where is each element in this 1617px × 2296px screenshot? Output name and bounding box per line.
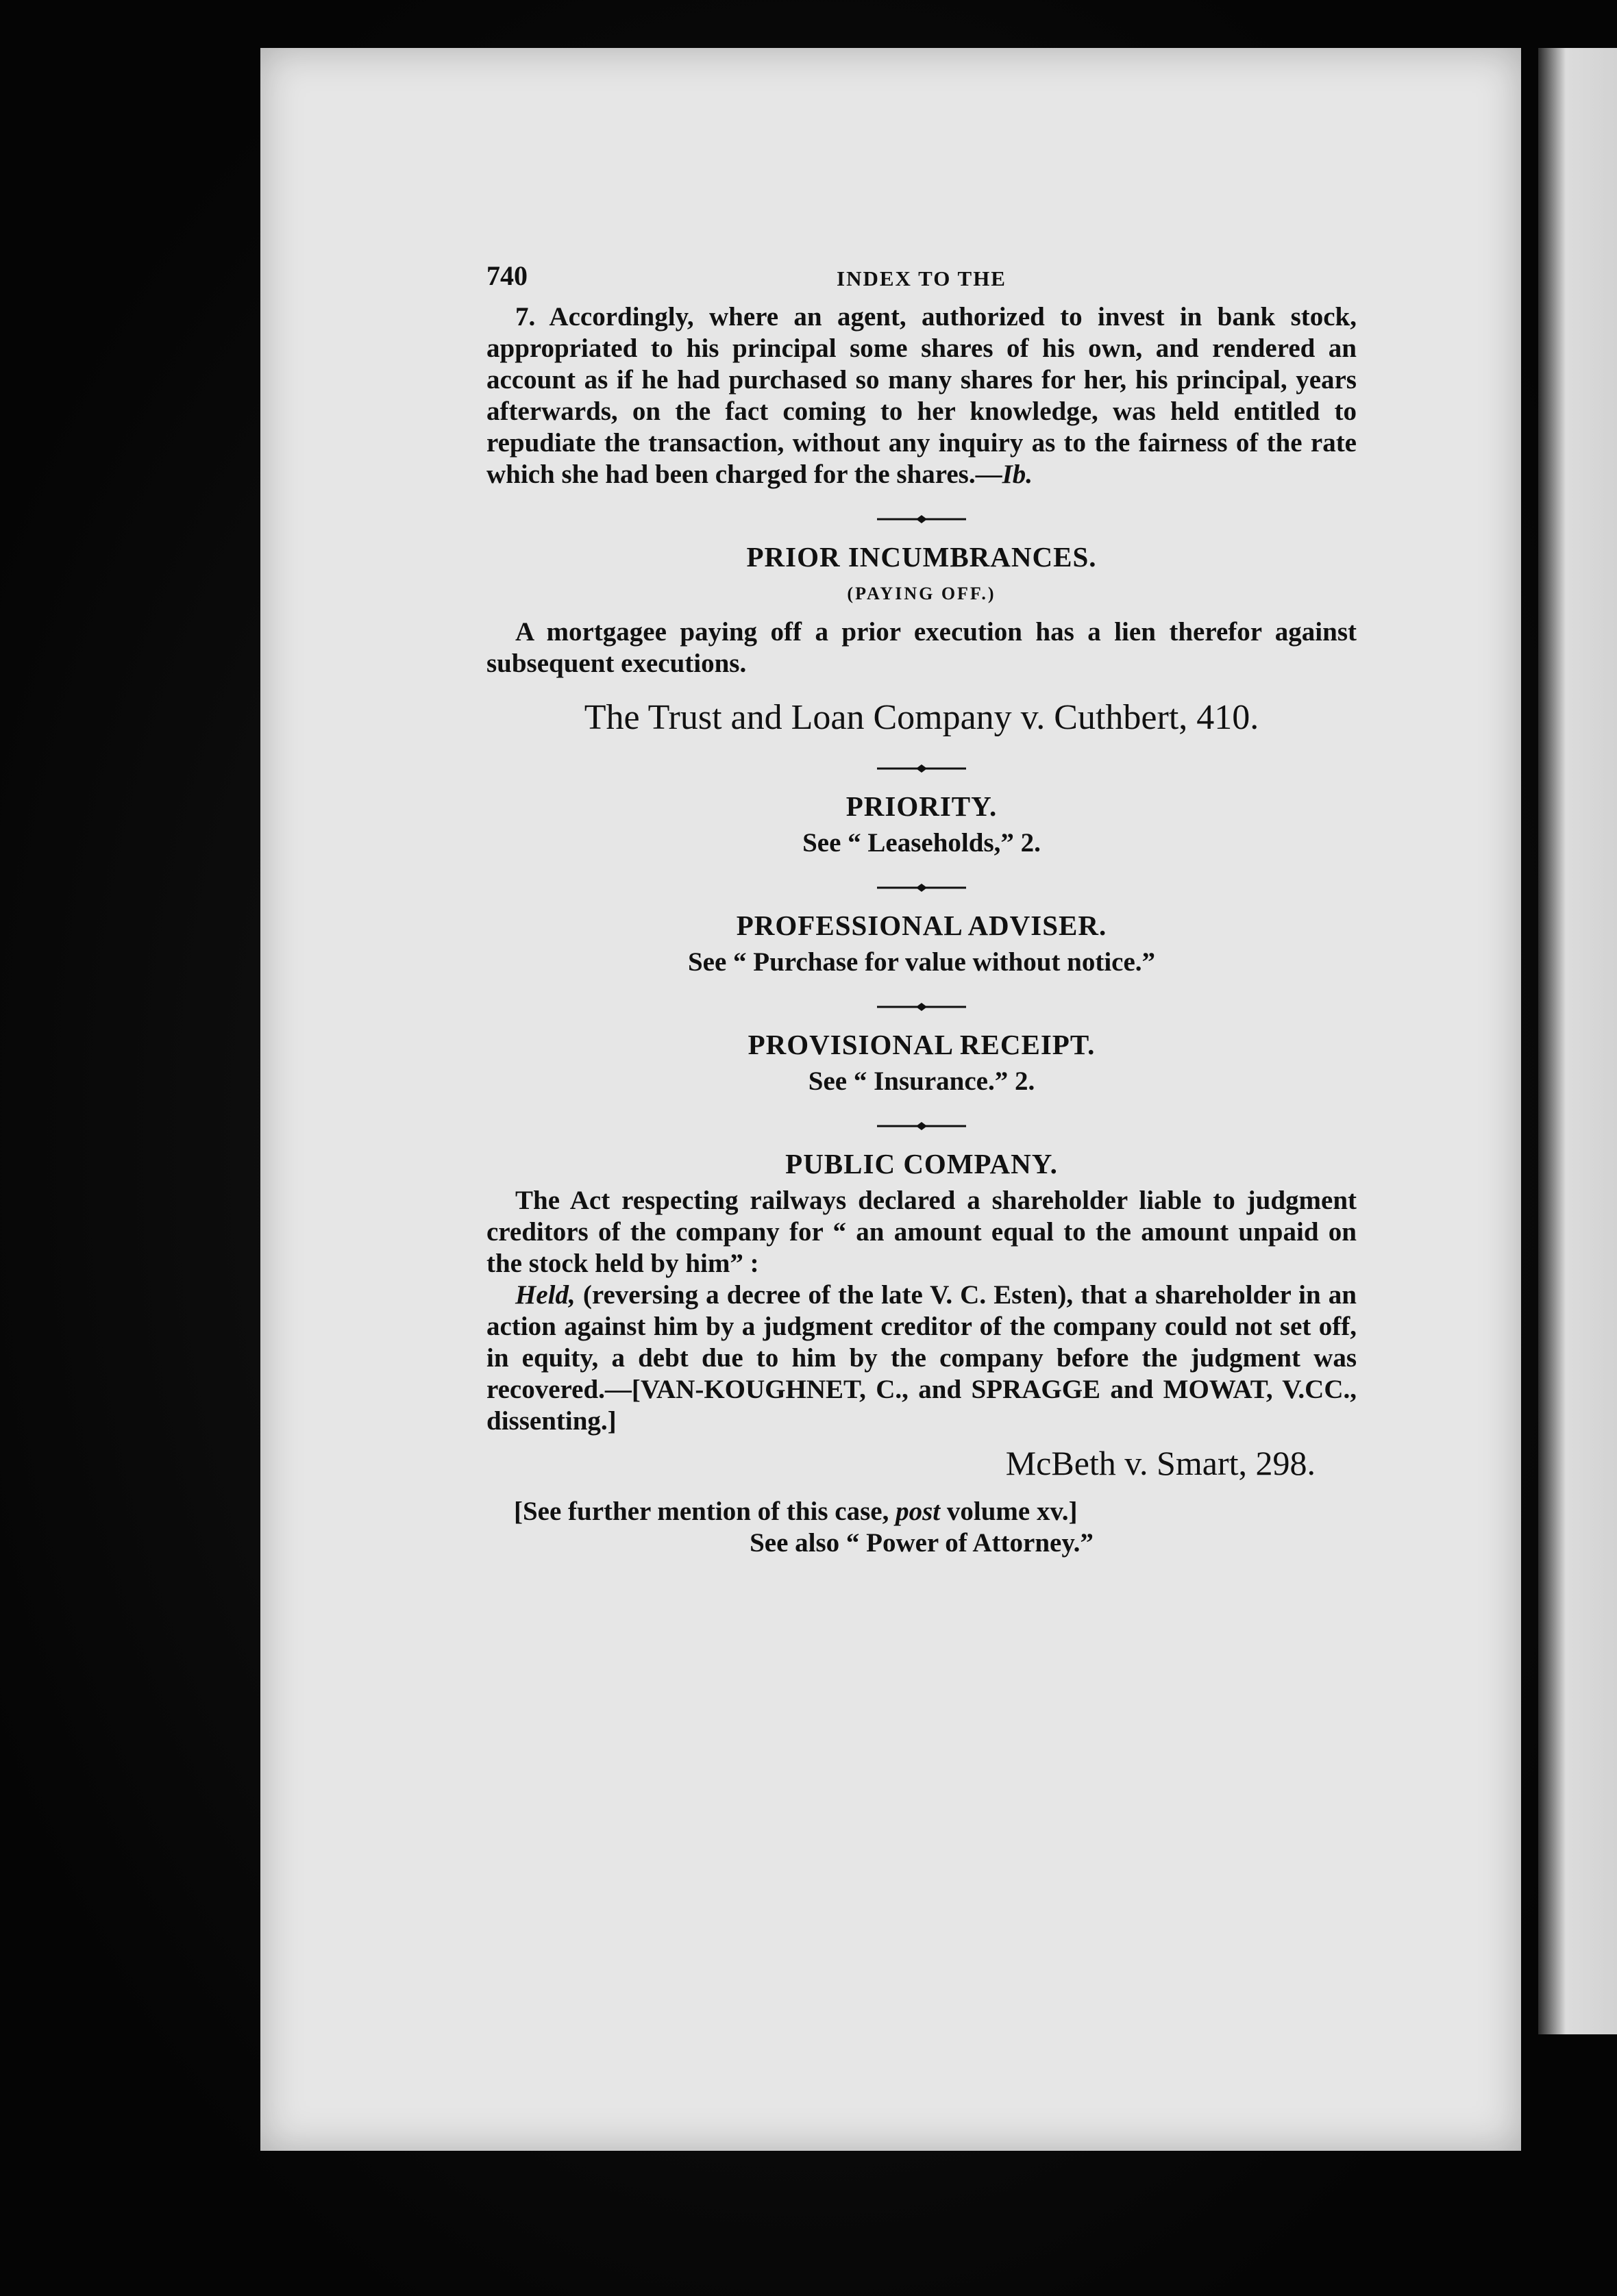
book-page	[260, 48, 1521, 2151]
case-citation-mcbeth: McBeth v. Smart, 298.	[1005, 1444, 1316, 1482]
page-number: 740	[486, 260, 528, 291]
entry-seven-text: 7. Accordingly, where an agent, authorized to invest in bank stock, appropriated to his principal some shares of his own, and rendered an account as if he had purchased so many shares for her, his principal, years afterwards, on the fact coming to her knowledge, was held entitled to repudiate the transaction, without any inquiry as to the fairness of the rate which she had been charged for the shares.—	[486, 302, 1357, 489]
heading-provisional-receipt: PROVISIONAL RECEIPT.	[748, 1029, 1096, 1060]
heading-priority: PRIORITY.	[845, 790, 998, 822]
header-title: INDEX TO THE	[837, 266, 1007, 290]
entry-seven-ref: Ib.	[1002, 460, 1033, 489]
public-company-text: The Act respecting railways declared a shareholder liable to judgment creditors of the company for “ an amount equal to the amount unpaid on the stock held by him” :	[486, 1186, 1357, 1278]
separator-ornament	[877, 1121, 966, 1132]
entry-seven	[486, 301, 1357, 490]
note-post: post	[896, 1497, 941, 1526]
separator-ornament	[877, 763, 966, 774]
see-also-power-of-attorney: See also “ Power of Attorney.”	[750, 1528, 1094, 1558]
see-purchase-for-value: See “ Purchase for value without notice.”	[687, 947, 1156, 977]
see-insurance: See “ Insurance.” 2.	[808, 1066, 1035, 1096]
case-citation-trust-loan: The Trust and Loan Company v. Cuthbert, 410.	[584, 698, 1259, 737]
heading-prior-incumbrances: PRIOR INCUMBRANCES.	[746, 541, 1097, 573]
separator-ornament	[877, 514, 966, 525]
held-text: (reversing a decree of the late V. C. Esten), that a shareholder in an action against him by a judgment creditor of the company could not set off, in equity, a debt due to him by the company before the judgment was recovered.—[VAN-KOUGHNET, C., and SPRAGGE and MOWAT, V.CC., dissenting.]	[486, 1280, 1357, 1436]
further-mention-note	[514, 1496, 1357, 1527]
heading-professional-adviser: PROFESSIONAL ADVISER.	[736, 910, 1107, 941]
separator-ornament	[877, 1001, 966, 1012]
prior-incumbrances-text: A mortgagee paying off a prior execution has a lien therefor against subsequent executions.	[486, 617, 1357, 678]
see-leaseholds: See “ Leaseholds,” 2.	[802, 828, 1041, 858]
running-head	[486, 260, 1357, 301]
subheading-paying-off: (PAYING OFF.)	[847, 584, 996, 603]
heading-public-company: PUBLIC COMPANY.	[785, 1148, 1058, 1180]
public-company-held	[486, 1280, 1357, 1437]
note-after: volume xv.]	[940, 1497, 1078, 1526]
facing-page-edge	[1538, 48, 1617, 2034]
note-before: [See further mention of this case,	[514, 1497, 896, 1526]
separator-ornament	[877, 882, 966, 893]
held-word: Held,	[515, 1280, 576, 1310]
page-content	[486, 260, 1357, 1559]
